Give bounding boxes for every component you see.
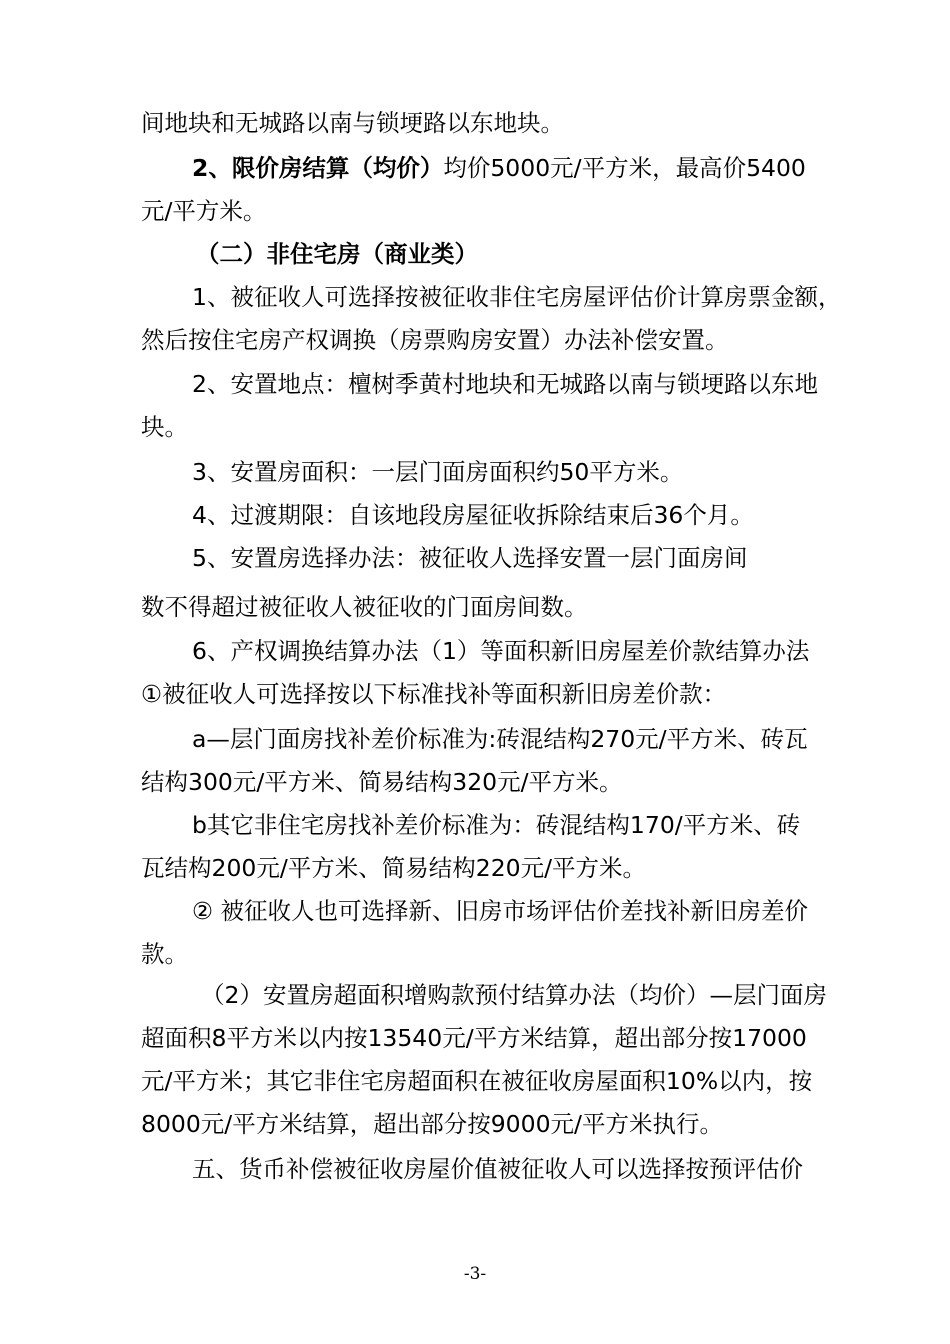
text-line: 块。 (141, 413, 188, 441)
text-line: 款。 (141, 940, 188, 968)
paragraph-limited-price (192, 153, 806, 183)
text-line: 2、安置地点：檀树季黄村地块和无城路以南与锁埂路以东地 (192, 370, 818, 398)
text-line: ①被征收人可选择按以下标准找补等面积新旧房差价款： (141, 680, 727, 708)
text-line: 瓦结构200元/平方米、简易结构220元/平方米。 (141, 854, 647, 882)
text-line: 数不得超过被征收人被征收的门面房间数。 (141, 593, 588, 621)
text-line: 5、安置房选择办法：被征收人选择安置一层门面房间 (192, 544, 748, 572)
text-line: 超面积8平方米以内按13540元/平方米结算，超出部分按17000 (141, 1024, 807, 1052)
page-number: -3- (463, 1264, 487, 1284)
text-line: 4、过渡期限：自该地段房屋征收拆除结束后36个月。 (192, 501, 754, 529)
text-line: 然后按住宅房产权调换（房票购房安置）办法补偿安置。 (141, 326, 729, 354)
text-line: a—层门面房找补差价标准为:砖混结构270元/平方米、砖瓦 (192, 725, 808, 753)
text-line: 1、被征收人可选择按被征收非住宅房屋评估价计算房票金额， (192, 283, 842, 311)
text-line: 五、货币补偿被征收房屋价值被征收人可以选择按预评估价 (192, 1155, 803, 1183)
text-line: ② 被征收人也可选择新、旧房市场评估价差找补新旧房差价 (192, 897, 809, 925)
text-line: 均价5000元/平方米，最高价5400 (443, 154, 806, 182)
text-line: 间地块和无城路以南与锁埂路以东地块。 (141, 109, 564, 137)
text-line: 8000元/平方米结算，超出部分按9000元/平方米执行。 (141, 1110, 723, 1138)
text-line: （2）安置房超面积增购款预付结算办法（均价）—层门面房 (201, 981, 827, 1009)
text-line: 6、产权调换结算办法（1）等面积新旧房屋差价款结算办法 (192, 637, 810, 665)
text-line: 元/平方米；其它非住宅房超面积在被征收房屋面积10%以内，按 (141, 1067, 813, 1095)
text-line: 3、安置房面积：一层门面房面积约50平方米。 (192, 458, 684, 486)
section-heading: 2、限价房结算（均价） (192, 154, 444, 182)
section-heading: （二）非住宅房（商业类） (196, 240, 478, 268)
text-line: 结构300元/平方米、简易结构320元/平方米。 (141, 768, 623, 796)
text-line: 元/平方米。 (141, 197, 267, 225)
text-line: b其它非住宅房找补差价标准为：砖混结构170/平方米、砖 (192, 811, 801, 839)
